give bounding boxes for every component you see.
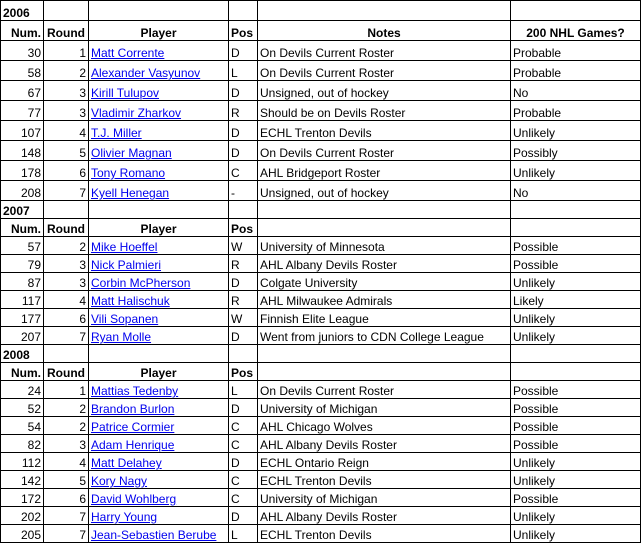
player-cell [89, 489, 229, 507]
round-number: 7 [44, 525, 89, 543]
player-cell [89, 141, 229, 161]
table-row [1, 121, 641, 141]
round-number: 5 [44, 471, 89, 489]
position: D [229, 453, 258, 471]
empty-cell [89, 201, 229, 219]
empty-cell [229, 345, 258, 363]
table-row [1, 237, 641, 255]
player-cell [89, 273, 229, 291]
player-link[interactable]: Vladimir Zharkov [91, 106, 182, 120]
year-row [1, 201, 641, 219]
player-link[interactable]: Kory Nagy [91, 474, 148, 488]
empty-cell [258, 201, 511, 219]
notes: Unsigned, out of hockey [258, 81, 511, 101]
header-round: Round [44, 219, 89, 237]
round-number: 7 [44, 327, 89, 345]
player-link[interactable]: Kirill Tulupov [91, 86, 160, 100]
player-cell [89, 471, 229, 489]
pick-number: 30 [1, 41, 44, 61]
nhl-games-outlook: Likely [511, 291, 641, 309]
header-num: Num. [1, 219, 44, 237]
header-notes [258, 363, 511, 381]
position: L [229, 61, 258, 81]
empty-cell [89, 1, 229, 21]
nhl-games-outlook: Unlikely [511, 507, 641, 525]
round-number: 1 [44, 41, 89, 61]
player-cell [89, 453, 229, 471]
round-number: 7 [44, 507, 89, 525]
notes: University of Michigan [258, 489, 511, 507]
nhl-games-outlook: Unlikely [511, 273, 641, 291]
round-number: 1 [44, 381, 89, 399]
player-cell [89, 291, 229, 309]
table-row [1, 309, 641, 327]
empty-cell [44, 345, 89, 363]
player-link[interactable]: Mattias Tedenby [91, 384, 179, 398]
notes: On Devils Current Roster [258, 381, 511, 399]
round-number: 7 [44, 181, 89, 201]
draft-table-body [1, 1, 641, 543]
position: D [229, 327, 258, 345]
table-row [1, 291, 641, 309]
empty-cell [44, 1, 89, 21]
pick-number: 79 [1, 255, 44, 273]
player-cell [89, 255, 229, 273]
round-number: 3 [44, 81, 89, 101]
table-row [1, 161, 641, 181]
header-num: Num. [1, 21, 44, 41]
position: R [229, 255, 258, 273]
empty-cell [89, 345, 229, 363]
nhl-games-outlook: Possible [511, 237, 641, 255]
round-number: 4 [44, 121, 89, 141]
year-row [1, 1, 641, 21]
player-cell [89, 181, 229, 201]
position: D [229, 507, 258, 525]
pick-number: 77 [1, 101, 44, 121]
player-link[interactable]: Matt Delahey [91, 456, 162, 470]
nhl-games-outlook: Possible [511, 399, 641, 417]
table-row [1, 273, 641, 291]
notes: ECHL Trenton Devils [258, 121, 511, 141]
player-cell [89, 435, 229, 453]
position: L [229, 525, 258, 543]
nhl-games-outlook: Unlikely [511, 453, 641, 471]
round-number: 5 [44, 141, 89, 161]
player-cell [89, 161, 229, 181]
position: D [229, 41, 258, 61]
player-cell [89, 507, 229, 525]
round-number: 3 [44, 255, 89, 273]
pick-number: 148 [1, 141, 44, 161]
header-player: Player [89, 219, 229, 237]
notes: Went from juniors to CDN College League [258, 327, 511, 345]
nhl-games-outlook: Unlikely [511, 121, 641, 141]
player-link[interactable]: Jean-Sebastien Berube [91, 528, 217, 542]
nhl-games-outlook: Possible [511, 417, 641, 435]
player-cell [89, 417, 229, 435]
year-row [1, 345, 641, 363]
player-link[interactable]: Harry Young [91, 510, 158, 524]
table-row [1, 81, 641, 101]
nhl-games-outlook: Unlikely [511, 471, 641, 489]
notes: University of Minnesota [258, 237, 511, 255]
notes: Should be on Devils Roster [258, 101, 511, 121]
pick-number: 178 [1, 161, 44, 181]
position: C [229, 161, 258, 181]
empty-cell [511, 201, 641, 219]
pick-number: 142 [1, 471, 44, 489]
table-row [1, 41, 641, 61]
position: C [229, 471, 258, 489]
pick-number: 24 [1, 381, 44, 399]
table-row [1, 489, 641, 507]
nhl-games-outlook: Unlikely [511, 161, 641, 181]
player-cell [89, 525, 229, 543]
nhl-games-outlook: Unlikely [511, 327, 641, 345]
player-link[interactable]: Kyell Henegan [91, 186, 170, 200]
round-number: 4 [44, 291, 89, 309]
player-link[interactable]: Matt Corrente [91, 46, 165, 60]
column-header-row [1, 363, 641, 381]
position: W [229, 309, 258, 327]
header-notes: Notes [258, 21, 511, 41]
position: - [229, 181, 258, 201]
notes: AHL Bridgeport Roster [258, 161, 511, 181]
player-link[interactable]: Corbin McPherson [91, 276, 191, 290]
nhl-games-outlook: Possible [511, 255, 641, 273]
nhl-games-outlook: Possible [511, 489, 641, 507]
position: R [229, 101, 258, 121]
notes: On Devils Current Roster [258, 141, 511, 161]
notes: Unsigned, out of hockey [258, 181, 511, 201]
pick-number: 54 [1, 417, 44, 435]
position: C [229, 489, 258, 507]
player-cell [89, 121, 229, 141]
header-games [511, 363, 641, 381]
player-cell [89, 81, 229, 101]
player-link[interactable]: Patrice Cormier [91, 420, 175, 434]
column-header-row [1, 219, 641, 237]
notes: AHL Milwaukee Admirals [258, 291, 511, 309]
empty-cell [44, 201, 89, 219]
nhl-games-outlook: Unlikely [511, 525, 641, 543]
position: D [229, 81, 258, 101]
notes: AHL Albany Devils Roster [258, 435, 511, 453]
table-row [1, 101, 641, 121]
table-row [1, 435, 641, 453]
table-row [1, 525, 641, 543]
player-link[interactable]: Brandon Burlon [91, 402, 175, 416]
position: W [229, 237, 258, 255]
player-link[interactable]: David Wohlberg [91, 492, 177, 506]
nhl-games-outlook: No [511, 181, 641, 201]
year-label: 2008 [1, 345, 44, 363]
position: L [229, 381, 258, 399]
header-num: Num. [1, 363, 44, 381]
position: D [229, 273, 258, 291]
notes: AHL Chicago Wolves [258, 417, 511, 435]
header-games: 200 NHL Games? [511, 21, 641, 41]
table-row [1, 141, 641, 161]
table-row [1, 255, 641, 273]
empty-cell [258, 345, 511, 363]
nhl-games-outlook: Possible [511, 435, 641, 453]
pick-number: 52 [1, 399, 44, 417]
round-number: 6 [44, 161, 89, 181]
table-row [1, 327, 641, 345]
pick-number: 205 [1, 525, 44, 543]
round-number: 2 [44, 417, 89, 435]
pick-number: 177 [1, 309, 44, 327]
empty-cell [258, 1, 511, 21]
player-link[interactable]: Adam Henrique [91, 438, 175, 452]
header-pos: Pos [229, 21, 258, 41]
pick-number: 207 [1, 327, 44, 345]
notes: AHL Albany Devils Roster [258, 507, 511, 525]
round-number: 3 [44, 273, 89, 291]
header-player: Player [89, 363, 229, 381]
empty-cell [229, 201, 258, 219]
player-cell [89, 381, 229, 399]
player-cell [89, 399, 229, 417]
table-row [1, 507, 641, 525]
nhl-games-outlook: Probable [511, 41, 641, 61]
header-round: Round [44, 363, 89, 381]
table-row [1, 453, 641, 471]
table-row [1, 61, 641, 81]
player-link[interactable]: Ryan Molle [91, 330, 152, 344]
table-row [1, 417, 641, 435]
round-number: 6 [44, 309, 89, 327]
player-link[interactable]: Tony Romano [91, 166, 166, 180]
notes: On Devils Current Roster [258, 41, 511, 61]
position: C [229, 435, 258, 453]
pick-number: 172 [1, 489, 44, 507]
player-link[interactable]: Mike Hoeffel [91, 240, 158, 254]
pick-number: 87 [1, 273, 44, 291]
player-cell [89, 101, 229, 121]
notes: AHL Albany Devils Roster [258, 255, 511, 273]
year-label: 2006 [1, 1, 44, 21]
pick-number: 202 [1, 507, 44, 525]
player-cell [89, 309, 229, 327]
nhl-games-outlook: Unlikely [511, 309, 641, 327]
header-player: Player [89, 21, 229, 41]
pick-number: 67 [1, 81, 44, 101]
notes: On Devils Current Roster [258, 61, 511, 81]
pick-number: 112 [1, 453, 44, 471]
round-number: 3 [44, 435, 89, 453]
round-number: 4 [44, 453, 89, 471]
notes: University of Michigan [258, 399, 511, 417]
notes: ECHL Trenton Devils [258, 525, 511, 543]
player-link[interactable]: Nick Palmieri [91, 258, 162, 272]
position: D [229, 399, 258, 417]
round-number: 2 [44, 61, 89, 81]
position: D [229, 121, 258, 141]
header-pos: Pos [229, 363, 258, 381]
nhl-games-outlook: Possibly [511, 141, 641, 161]
round-number: 6 [44, 489, 89, 507]
nhl-games-outlook: Probable [511, 61, 641, 81]
player-link[interactable]: T.J. Miller [91, 126, 142, 140]
notes: Finnish Elite League [258, 309, 511, 327]
round-number: 2 [44, 237, 89, 255]
table-row [1, 471, 641, 489]
empty-cell [229, 1, 258, 21]
pick-number: 58 [1, 61, 44, 81]
pick-number: 82 [1, 435, 44, 453]
table-row [1, 381, 641, 399]
pick-number: 107 [1, 121, 44, 141]
round-number: 2 [44, 399, 89, 417]
nhl-games-outlook: Probable [511, 101, 641, 121]
player-link[interactable]: Vili Sopanen [91, 312, 159, 326]
empty-cell [511, 1, 641, 21]
player-cell [89, 237, 229, 255]
player-link[interactable]: Olivier Magnan [91, 146, 172, 160]
table-row [1, 399, 641, 417]
notes: ECHL Ontario Reign [258, 453, 511, 471]
player-cell [89, 41, 229, 61]
position: C [229, 417, 258, 435]
nhl-games-outlook: Possible [511, 381, 641, 399]
pick-number: 208 [1, 181, 44, 201]
table-row [1, 181, 641, 201]
nhl-games-outlook: No [511, 81, 641, 101]
column-header-row [1, 21, 641, 41]
position: R [229, 291, 258, 309]
header-notes [258, 219, 511, 237]
notes: Colgate University [258, 273, 511, 291]
position: D [229, 141, 258, 161]
header-games [511, 219, 641, 237]
player-link[interactable]: Alexander Vasyunov [91, 66, 201, 80]
year-label: 2007 [1, 201, 44, 219]
header-pos: Pos [229, 219, 258, 237]
player-cell [89, 61, 229, 81]
player-link[interactable]: Matt Halischuk [91, 294, 170, 308]
header-round: Round [44, 21, 89, 41]
round-number: 3 [44, 101, 89, 121]
player-cell [89, 327, 229, 345]
pick-number: 117 [1, 291, 44, 309]
empty-cell [511, 345, 641, 363]
notes: ECHL Trenton Devils [258, 471, 511, 489]
pick-number: 57 [1, 237, 44, 255]
